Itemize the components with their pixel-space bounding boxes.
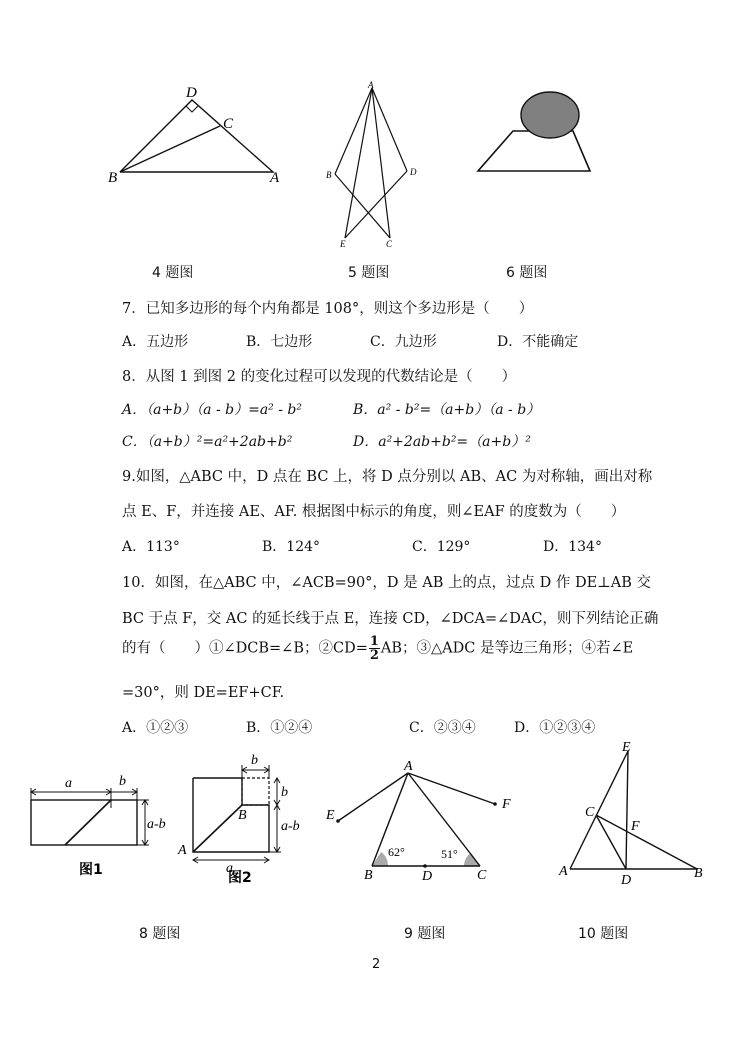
q9-option-d: D．134° <box>543 539 602 555</box>
fig8-1-label-b: b <box>119 774 126 789</box>
page-number: 2 <box>372 957 381 972</box>
fig8-2-label-B: B <box>238 808 247 823</box>
fig9-label-C: C <box>477 868 487 883</box>
figure-5 <box>315 78 425 253</box>
fig8-2-label-b-side: b <box>281 785 288 800</box>
q9-option-a: A．113° <box>122 539 180 555</box>
caption-fig8: 8 题图 <box>139 926 181 942</box>
q10-line1: 10．如图，在△ABC 中，∠ACB=90°，D 是 AB 上的点，过点 D 作 DE⊥AB 交 <box>122 575 652 591</box>
fig8-2-label-a: a <box>226 861 233 876</box>
fig4-label-c: C <box>223 116 234 132</box>
fig4-label-b: B <box>108 170 118 186</box>
q7-stem: 7．已知多边形的每个内角都是 108°，则这个多边形是（ ） <box>122 301 534 317</box>
fig5-label-d: D <box>410 167 417 177</box>
fig8-2-label-b-top: b <box>251 753 258 768</box>
figure-10 <box>555 738 715 888</box>
fig8-2-label-amb: a-b <box>281 819 300 834</box>
q9-option-b: B．124° <box>262 539 321 555</box>
figure-8-image-2 <box>175 750 315 890</box>
figure-4 <box>100 80 290 190</box>
caption-fig4: 4 题图 <box>152 265 194 281</box>
fig4-label-a: A <box>270 170 280 186</box>
caption-fig10: 10 题图 <box>578 926 629 942</box>
q10-option-b: B．①②④ <box>246 720 313 736</box>
q8-option-c: C．（a+b）²=a²+2ab+b² <box>122 434 293 450</box>
q9-option-c: C．129° <box>412 539 471 555</box>
caption-fig6: 6 题图 <box>506 265 548 281</box>
fraction-one-half <box>369 635 380 662</box>
fraction-denominator: 2 <box>369 648 379 663</box>
fig10-label-A: A <box>559 864 568 879</box>
fig8-1-label-a: a <box>65 776 72 791</box>
q8-stem: 8．从图 1 到图 2 的变化过程可以发现的代数结论是（ ） <box>122 369 517 385</box>
fraction-numerator: 1 <box>369 634 379 649</box>
fig10-label-B: B <box>694 866 703 881</box>
q7-option-d: D．不能确定 <box>497 334 579 350</box>
fig9-label-B: B <box>364 868 373 883</box>
q8-option-a: A．（a+b）（a - b）=a² - b² <box>122 402 302 418</box>
q9-line2: 点 E、F，并连接 AE、AF. 根据图中标示的角度，则∠EAF 的度数为（ ） <box>122 504 626 520</box>
q8-option-b: B．a² - b²=（a+b）（a - b） <box>353 402 541 418</box>
q10-option-d: D．①②③④ <box>514 720 596 736</box>
q10-option-a: A．①②③ <box>122 720 189 736</box>
fig8-1-label-amb: a-b <box>147 817 166 832</box>
figure-8-image-1 <box>25 770 175 885</box>
fig9-angle-c: 51° <box>441 847 458 861</box>
fig9-label-F: F <box>502 797 511 812</box>
q7-option-b: B．七边形 <box>246 334 313 350</box>
q10-line3-post: AB；③△ADC 是等边三角形；④若∠E <box>380 640 634 657</box>
caption-fig9: 9 题图 <box>404 926 446 942</box>
fig9-label-E: E <box>326 808 335 823</box>
fig5-label-c: C <box>386 239 393 249</box>
q10-line4: =30°，则 DE=EF+CF. <box>122 685 285 701</box>
figure-6 <box>470 85 600 180</box>
q10-line3-pre: 的有（ ）①∠DCB=∠B；②CD= <box>122 640 368 657</box>
figure-9 <box>320 755 520 885</box>
q9-line1: 9.如图，△ABC 中，D 点在 BC 上，将 D 点分别以 AB、AC 为对称轴，画出对称 <box>122 469 653 485</box>
fig9-angle-b: 62° <box>388 845 405 859</box>
fig9-label-A: A <box>404 759 413 774</box>
q10-option-c: C．②③④ <box>409 720 476 736</box>
fig5-label-a: A <box>368 80 374 90</box>
q8-option-d: D．a²+2ab+b²=（a+b）² <box>353 434 531 450</box>
fig4-label-d: D <box>186 85 197 101</box>
fig8-2-title: 图2 <box>228 870 252 886</box>
fig5-label-b: B <box>326 170 332 180</box>
fig10-label-D: D <box>621 873 632 888</box>
fig8-2-label-A: A <box>178 843 187 858</box>
fig10-label-E: E <box>622 740 631 755</box>
q10-line3 <box>122 635 633 662</box>
fig8-1-title: 图1 <box>79 862 103 878</box>
q10-line2: BC 于点 F，交 AC 的延长线于点 E，连接 CD，∠DCA=∠DAC，则下列结论正确 <box>122 611 659 627</box>
q7-option-c: C．九边形 <box>370 334 437 350</box>
fig10-label-F: F <box>631 819 640 834</box>
fig10-label-C: C <box>585 805 595 820</box>
q7-option-a: A．五边形 <box>122 334 189 350</box>
fig9-label-D: D <box>422 869 433 884</box>
fig5-label-e: E <box>340 239 346 249</box>
caption-fig5: 5 题图 <box>348 265 390 281</box>
